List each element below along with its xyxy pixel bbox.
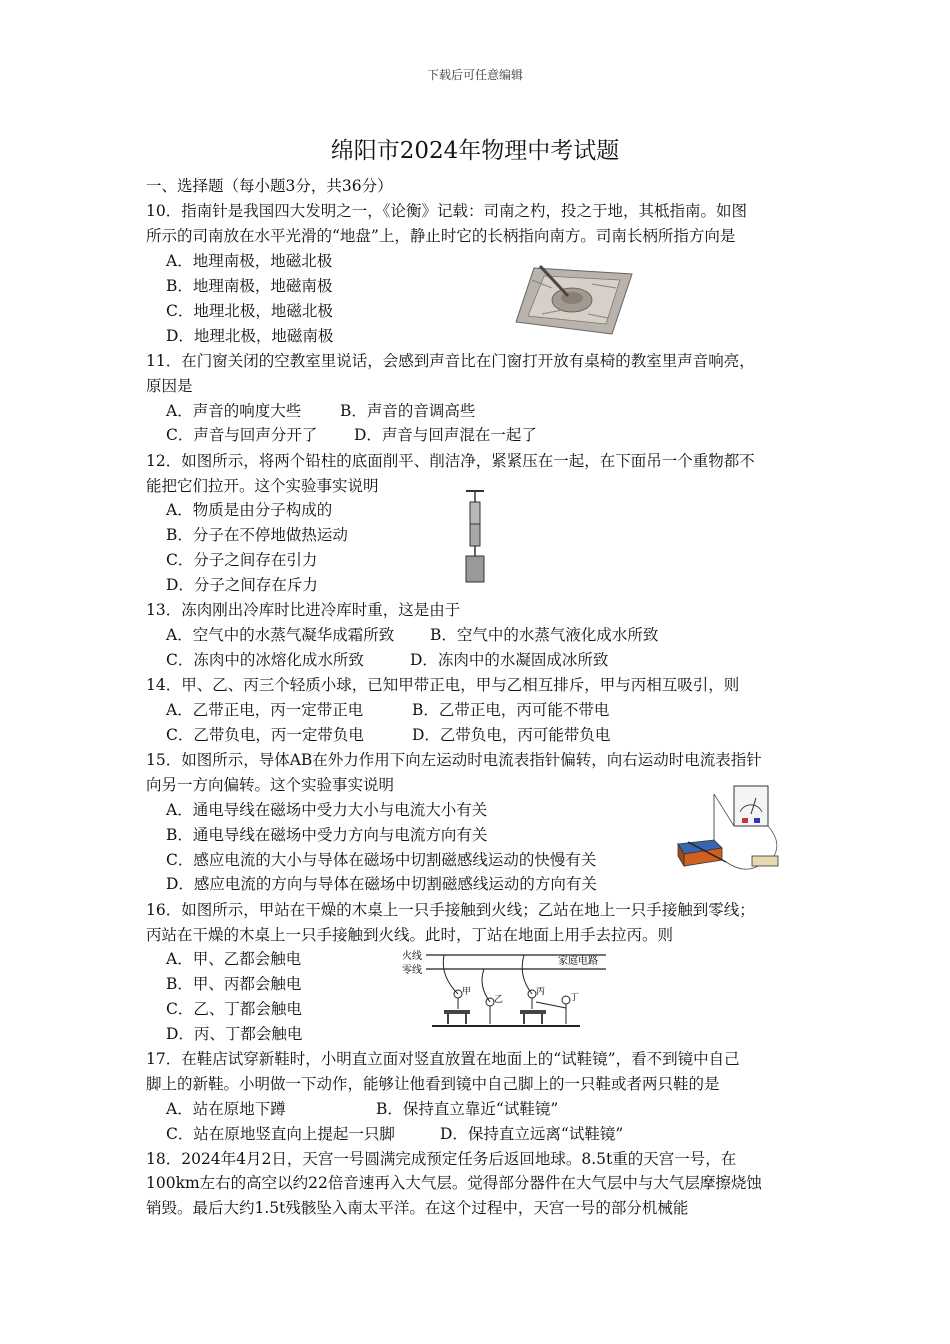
q18-stem-line1: 18．2024年4月2日，天宫一号圆满完成预定任务后返回地球。8.5t重的天宫一号，在 xyxy=(146,1150,737,1168)
q16-option-b: B．甲、丙都会触电 xyxy=(166,975,302,993)
q16-option-a: A．甲、乙都会触电 xyxy=(166,950,302,968)
q11-option-d: D．声音与回声混在一起了 xyxy=(354,426,537,444)
lead-cylinders-figure xyxy=(462,488,488,584)
q17-option-c: C．站在原地竖直向上提起一只脚 xyxy=(166,1125,395,1143)
q17-option-a: A．站在原地下蹲 xyxy=(166,1100,286,1118)
q10-option-b: B．地理南极，地磁南极 xyxy=(166,277,333,295)
q14-stem: 14．甲、乙、丙三个轻质小球，已知甲带正电，甲与乙相互排斥，甲与丙相互吸引，则 xyxy=(146,676,740,694)
q13-option-b: B．空气中的水蒸气液化成水所致 xyxy=(430,626,659,644)
q14-option-b: B．乙带正电，丙可能不带电 xyxy=(412,701,610,719)
q15-option-b: B．通电导线在磁场中受力方向与电流方向有关 xyxy=(166,826,488,844)
q11-option-b: B．声音的音调高些 xyxy=(340,402,476,420)
q17-option-d: D．保持直立远离“试鞋镜” xyxy=(440,1125,624,1143)
q13-option-d: D．冻肉中的水凝固成冰所致 xyxy=(410,651,609,669)
page-header: 下载后可任意编辑 xyxy=(426,68,523,82)
q15-option-d: D．感应电流的方向与导体在磁场中切割磁感线运动的方向有关 xyxy=(166,875,597,893)
section-heading: 一、选择题（每小题3分，共36分） xyxy=(146,177,393,195)
q11-option-c: C．声音与回声分开了 xyxy=(166,426,318,444)
q10-option-d: D．地理北极，地磁南极 xyxy=(166,327,334,345)
q10-option-c: C．地理北极，地磁北极 xyxy=(166,302,333,320)
q16-stem-line1: 16．如图所示，甲站在干燥的木桌上一只手接触到火线；乙站在地上一只手接触到零线； xyxy=(146,901,755,919)
q15-stem-line1: 15．如图所示，导体AB在外力作用下向左运动时电流表指针偏转，向右运动时电流表指针 xyxy=(146,751,762,769)
q12-stem-line1: 12．如图所示，将两个铅柱的底面削平、削洁净，紧紧压在一起，在下面吊一个重物都不 xyxy=(146,452,755,470)
person-ding-label: 丁 xyxy=(570,993,580,1003)
q13-stem: 13．冻肉刚出冷库时比进冷库时重，这是由于 xyxy=(146,601,461,619)
q10-stem-line1: 10．指南针是我国四大发明之一，《论衡》记载：司南之杓，投之于地，其柢指南。如图 xyxy=(146,202,747,220)
q14-option-c: C．乙带负电，丙一定带负电 xyxy=(166,726,364,744)
q14-option-d: D．乙带负电，丙可能带负电 xyxy=(412,726,611,744)
q12-option-a: A．物质是由分子构成的 xyxy=(166,501,333,519)
exam-title: 绵阳市2024年物理中考试题 xyxy=(330,138,620,164)
q18-stem-line2: 100km左右的高空以约22倍音速再入大气层。觉得部分器件在大气层中与大气层摩擦烧蚀 xyxy=(146,1174,762,1192)
q17-stem-line2: 脚上的新鞋。小明做一下动作，能够让他看到镜中自己脚上的一只鞋或者两只鞋的是 xyxy=(146,1075,720,1093)
q15-stem-line2: 向另一方向偏转。这个实验事实说明 xyxy=(146,776,395,794)
q14-option-a: A．乙带正电，丙一定带正电 xyxy=(166,701,364,719)
q17-stem-line1: 17．在鞋店试穿新鞋时，小明直立面对竖直放置在地面上的“试鞋镜”，看不到镜中自己 xyxy=(146,1050,740,1068)
q12-option-d: D．分子之间存在斥力 xyxy=(166,576,318,594)
q15-option-a: A．通电导线在磁场中受力大小与电流大小有关 xyxy=(166,801,488,819)
household-circuit-figure xyxy=(400,946,612,1030)
person-jia-label: 甲 xyxy=(462,987,472,997)
live-wire-label: 火线 xyxy=(402,951,422,962)
q12-option-b: B．分子在不停地做热运动 xyxy=(166,526,348,544)
q15-option-c: C．感应电流的大小与导体在磁场中切割磁感线运动的快慢有关 xyxy=(166,851,597,869)
q13-option-a: A．空气中的水蒸气凝华成霜所致 xyxy=(166,626,395,644)
circuit-label: 家庭电路 xyxy=(558,956,598,967)
q17-option-b: B．保持直立靠近“试鞋镜” xyxy=(376,1100,559,1118)
q18-stem-line3: 销毁。最后大约1.5t残骸坠入南太平洋。在这个过程中，天宫一号的部分机械能 xyxy=(146,1199,689,1217)
q11-stem-line1: 11．在门窗关闭的空教室里说话，会感到声音比在门窗打开放有桌椅的教室里声音响亮， xyxy=(146,352,755,370)
person-bing-label: 丙 xyxy=(536,987,546,997)
q16-stem-line2: 丙站在干燥的木桌上一只手接触到火线。此时，丁站在地面上用手去拉丙。则 xyxy=(146,926,674,944)
person-yi-label: 乙 xyxy=(494,995,504,1005)
q11-option-a: A．声音的响度大些 xyxy=(166,402,302,420)
q13-option-c: C．冻肉中的冰熔化成水所致 xyxy=(166,651,364,669)
q12-stem-line2: 能把它们拉开。这个实验事实说明 xyxy=(146,477,379,495)
q11-stem-line2: 原因是 xyxy=(146,377,193,395)
q10-option-a: A．地理南极，地磁北极 xyxy=(166,252,333,270)
induction-experiment-figure xyxy=(674,782,786,878)
q12-option-c: C．分子之间存在引力 xyxy=(166,551,318,569)
q16-option-c: C．乙、丁都会触电 xyxy=(166,1000,302,1018)
neutral-wire-label: 零线 xyxy=(402,965,422,976)
q10-stem-line2: 所示的司南放在水平光滑的“地盘”上，静止时它的长柄指向南方。司南长柄所指方向是 xyxy=(146,227,736,245)
compass-sinan-figure xyxy=(512,258,636,336)
q16-option-d: D．丙、丁都会触电 xyxy=(166,1025,303,1043)
